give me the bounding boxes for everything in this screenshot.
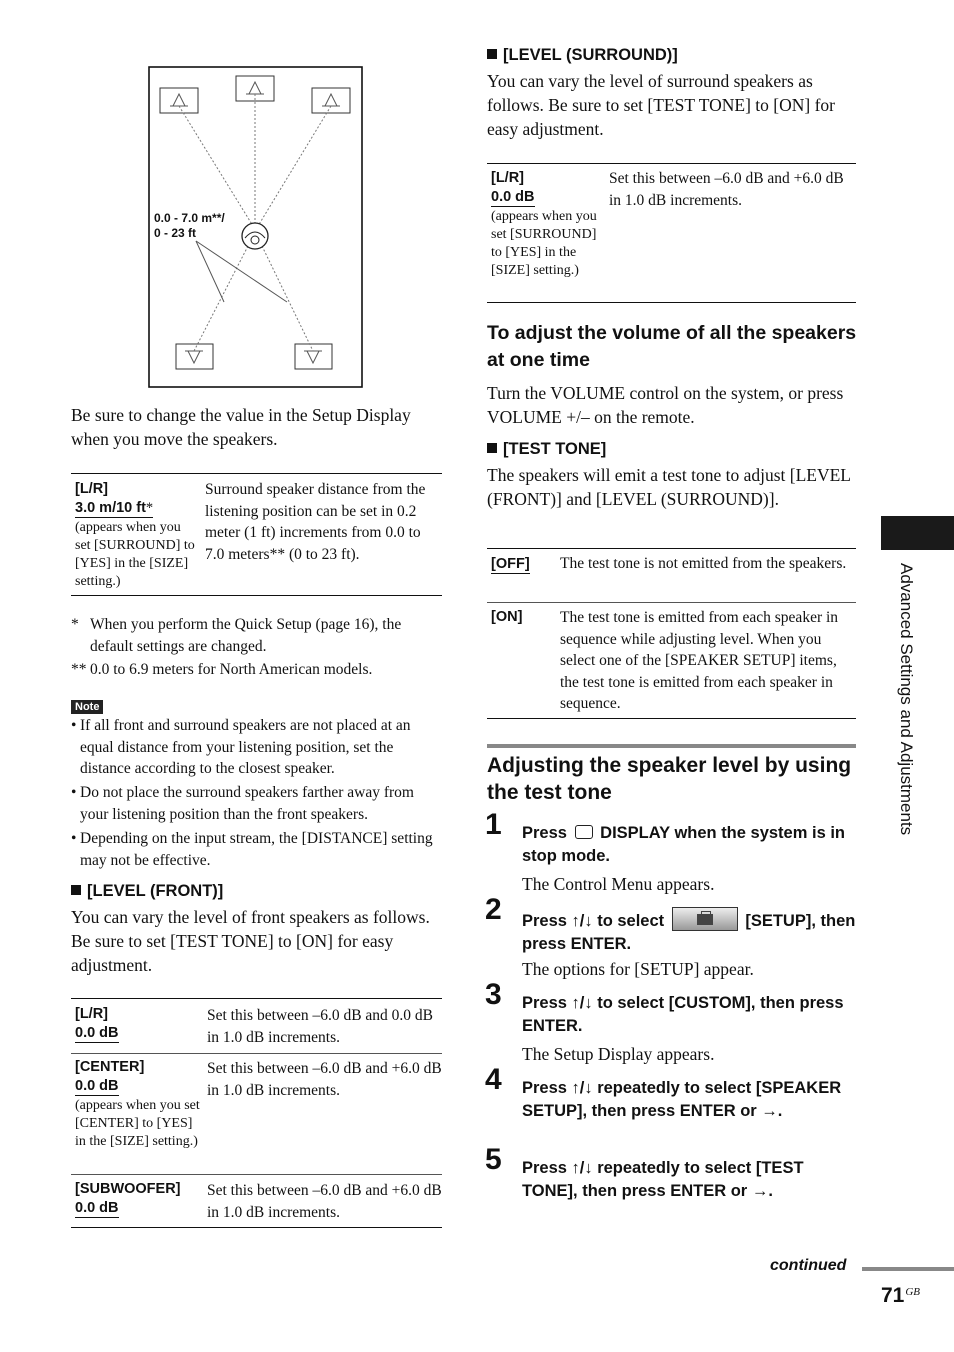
distance-default: 3.0 m/10 ft* — [75, 500, 154, 516]
continued-rule — [862, 1267, 954, 1271]
row-divider — [487, 602, 856, 603]
test-tone-heading: [TEST TONE] — [487, 440, 606, 459]
step-number-1: 1 — [485, 808, 502, 841]
level-surround-description: Set this between –6.0 dB and +6.0 dB in 1.0 dB increments. — [609, 170, 844, 209]
step-1-result: The Control Menu appears. — [522, 874, 715, 894]
step-5-instruction: Press ↑/↓ repeatedly to select [TEST TONE], then press ENTER or →. — [522, 1159, 804, 1200]
distance-label-feet: 0 - 23 ft — [154, 226, 197, 240]
level-surround-text: You can vary the level of surround speakers as follows. Be sure to set [TEST TONE] to [ON] for easy adjustment. — [487, 71, 836, 139]
test-tone-on-key: [ON] — [491, 609, 523, 625]
chapter-side-label: Advanced Settings and Adjustments — [897, 563, 916, 836]
level-surround-row-lr: [L/R] 0.0 dB (appears when you set [SURROUND] to [YES] in the [SIZE] setting.) — [491, 170, 597, 278]
distance-table-top-rule — [71, 473, 442, 474]
level-surround-table-bottom-rule — [487, 302, 856, 303]
test-tone-table-bottom-rule — [487, 718, 856, 719]
test-tone-off-description: The test tone is not emitted from the speakers. — [560, 555, 847, 572]
footnote-1 — [71, 614, 442, 657]
surround-left-speaker-icon — [176, 344, 213, 369]
distance-range-label — [154, 211, 225, 241]
footnote-mark: * — [71, 616, 79, 633]
adjusting-heading: Adjusting the speaker level by using the test tone — [487, 754, 852, 804]
front-left-speaker-icon — [160, 88, 198, 113]
test-tone-text: The speakers will emit a test tone to adjust [LEVEL (FRONT)] and [LEVEL (SURROUND)]. — [487, 465, 851, 509]
page-number: $71^{GB}$ — [881, 1284, 921, 1307]
intro-paragraph: Be sure to change the value in the Setup Display when you move the speakers. — [71, 405, 411, 449]
step-number-5: 5 — [485, 1143, 502, 1176]
level-front-text: You can vary the level of front speakers as follows. Be sure to set [TEST TONE] to [ON] for easy adjustment. — [71, 907, 430, 975]
level-front-row-center: [CENTER] 0.0 dB (appears when you set [CENTER] to [YES] in the [SIZE] setting.) — [75, 1059, 200, 1149]
level-surround-heading: [LEVEL (SURROUND)] — [487, 46, 678, 65]
continued-label: continued — [770, 1257, 847, 1274]
step-number-3: 3 — [485, 978, 502, 1011]
test-tone-off-key: [OFF] — [491, 556, 530, 572]
test-tone-on-description: The test tone is emitted from each speaker in sequence while adjusting level. When you select one of the [SPEAKER SETUP] items, the test tone is emitted from each speaker in sequence. — [560, 609, 839, 712]
volume-all-text: Turn the VOLUME control on the system, or press VOLUME +/– on the remote. — [487, 383, 844, 427]
level-front-heading: [LEVEL (FRONT)] — [71, 882, 223, 901]
display-button-icon — [575, 825, 593, 839]
step-number-2: 2 — [485, 893, 502, 926]
distance-label-metric: 0.0 - 7.0 m**/ — [154, 211, 225, 225]
distance-condition: (appears when you set [SURROUND] to [YES] in the [SIZE] setting.) — [75, 520, 195, 589]
distance-table-bottom-rule — [71, 595, 442, 596]
level-front-lr-description: Set this between –6.0 dB and 0.0 dB in 1.0 dB increments. — [207, 1007, 434, 1046]
surround-right-speaker-icon — [295, 344, 332, 369]
level-surround-table-top-rule — [487, 163, 856, 164]
step-number-4: 4 — [485, 1063, 502, 1096]
note-item-2: • Do not place the surround speakers farther away from your listening position than the front speakers. — [71, 784, 414, 823]
step-2-result: The options for [SETUP] appear. — [522, 959, 754, 979]
setup-toolbox-icon — [672, 907, 738, 931]
footnote-2 — [71, 659, 442, 681]
level-front-table-top-rule — [71, 998, 442, 999]
step-1-instruction: Press DISPLAY when the system is in stop mode. — [522, 824, 845, 865]
level-front-table-bottom-rule — [71, 1227, 442, 1228]
row-divider — [71, 1053, 442, 1054]
step-2-instruction: Press ↑/↓ to select [SETUP], then press ENTER. — [522, 907, 858, 956]
distance-table-key-cell — [75, 480, 197, 591]
distance-description: Surround speaker distance from the listening position can be set in 0.2 meter (1 ft) increments from 0.0 to 7.0 meters** (0 to 23 ft). — [205, 481, 426, 563]
level-front-subwoofer-description: Set this between –6.0 dB and +6.0 dB in 1.0 dB increments. — [207, 1182, 442, 1221]
level-front-row-lr: [L/R] 0.0 dB — [75, 1006, 119, 1041]
step-3-result: The Setup Display appears. — [522, 1044, 715, 1064]
front-right-speaker-icon — [312, 88, 350, 113]
note-badge: Note — [71, 697, 103, 715]
note-item-3: • Depending on the input stream, the [DISTANCE] setting may not be effective. — [71, 830, 433, 869]
page-number-suffix: GB — [905, 1286, 921, 1298]
level-front-row-subwoofer: [SUBWOOFER] 0.0 dB — [75, 1181, 181, 1216]
chapter-tab-marker — [881, 516, 954, 550]
step-3-instruction: Press ↑/↓ to select [CUSTOM], then press ENTER. — [522, 994, 844, 1035]
footnote-mark: ** — [71, 661, 87, 678]
center-speaker-icon — [236, 76, 274, 101]
section-rule — [487, 744, 856, 748]
listener-icon — [242, 223, 268, 249]
volume-all-heading: To adjust the volume of all the speakers at one time — [487, 322, 857, 371]
row-divider — [71, 1174, 442, 1175]
footnote-text: When you perform the Quick Setup (page 16), the default settings are changed. — [90, 616, 402, 655]
step-4-instruction: Press ↑/↓ repeatedly to select [SPEAKER SETUP], then press ENTER or →. — [522, 1079, 842, 1120]
level-front-center-description: Set this between –6.0 dB and +6.0 dB in 1.0 dB increments. — [207, 1060, 442, 1099]
note-item-1: • If all front and surround speakers are not placed at an equal distance from your listening position, set the distance according to the closest speaker. — [71, 717, 411, 777]
footnote-text: 0.0 to 6.9 meters for North American models. — [90, 661, 373, 678]
distance-key: [L/R] — [75, 481, 109, 497]
test-tone-table-top-rule — [487, 548, 856, 549]
